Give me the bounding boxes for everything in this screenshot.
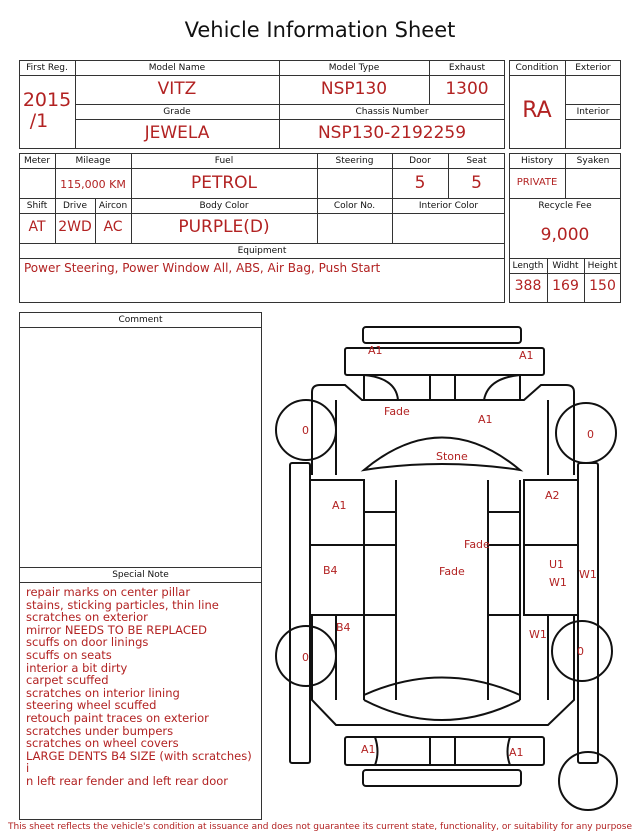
first-reg-month: /1 <box>29 110 49 132</box>
mark-rear-left-door: B4 <box>323 564 338 577</box>
special-note-item: scuffs on seats <box>26 647 112 662</box>
mark-hood-a1: A1 <box>478 413 493 426</box>
mark-rear-right-u1: U1 <box>549 558 565 571</box>
special-note-item: interior a bit dirty <box>26 660 128 675</box>
mark-roof-fade: Fade <box>439 565 465 578</box>
mark-front-bumper-right: A1 <box>519 349 534 362</box>
mark-wheel-rl: 0 <box>302 651 309 664</box>
chassis-number-label: Chassis Number <box>355 107 429 117</box>
mark-rear-bumper-right: A1 <box>509 746 524 759</box>
width-label: Widht <box>552 261 579 271</box>
special-note-item: carpet scuffed <box>26 673 109 688</box>
interior-color-label: Interior Color <box>418 201 479 211</box>
shift-value: AT <box>28 219 46 235</box>
first-reg-year: 2015 <box>22 89 72 111</box>
rear-window <box>364 678 520 696</box>
equipment-label: Equipment <box>237 246 287 256</box>
length-value: 388 <box>514 278 542 294</box>
rear-bumper-strip <box>363 770 521 786</box>
mark-wheel-fl: 0 <box>302 424 309 437</box>
chassis-number-value: NSP130-2192259 <box>317 123 467 143</box>
mark-rear-bumper-left: A1 <box>361 743 376 756</box>
left-front-door <box>310 480 364 545</box>
mileage-label: Mileage <box>75 156 111 166</box>
special-note-item: n left rear fender and left rear door <box>26 773 229 788</box>
mark-left-rear-fender: B4 <box>336 621 351 634</box>
left-rear-door <box>310 545 364 615</box>
steering-label: Steering <box>335 156 374 166</box>
disclaimer-footer: This sheet reflects the vehicle's condition at issuance and does not guarantee its current state, functionality, or suitability for any purpose <box>7 822 633 832</box>
mark-front-right-door: A2 <box>545 489 560 502</box>
special-note-item: scratches under bumpers <box>26 723 174 738</box>
special-note-item: scratches on exterior <box>26 610 148 625</box>
model-type-value: NSP130 <box>320 79 388 99</box>
history-value: PRIVATE <box>516 177 558 188</box>
special-note-item: steering wheel scuffed <box>26 698 157 713</box>
mark-right-side-w1: W1 <box>579 568 597 581</box>
history-label: History <box>520 156 554 166</box>
length-label: Length <box>512 261 544 271</box>
width-value: 169 <box>552 278 579 294</box>
condition-label: Condition <box>515 63 559 73</box>
front-bumper-strip <box>363 327 521 343</box>
special-note-item: stains, sticking particles, thin line <box>26 597 219 612</box>
height-label: Height <box>587 261 618 271</box>
grade-label: Grade <box>163 107 191 117</box>
syaken-label: Syaken <box>576 156 610 166</box>
door-label: Door <box>409 156 431 166</box>
drive-value: 2WD <box>58 219 92 235</box>
door-value: 5 <box>414 173 426 193</box>
fuel-value: PETROL <box>190 173 258 193</box>
special-note-item: repair marks on center pillar <box>26 585 191 599</box>
interior-label: Interior <box>576 107 610 117</box>
seat-value: 5 <box>471 173 482 193</box>
special-note-item: LARGE DENTS B4 SIZE (with scratches) i <box>26 748 252 776</box>
color-no-label: Color No. <box>333 201 376 211</box>
aircon-value: AC <box>103 219 123 235</box>
mark-rear-right-w1: W1 <box>549 576 567 589</box>
condition-grade: RA <box>522 98 552 123</box>
wheel-front-right <box>556 403 616 463</box>
model-name-value: VITZ <box>157 79 197 99</box>
exterior-label: Exterior <box>575 63 611 73</box>
special-note-item: scratches on interior lining <box>26 685 180 700</box>
shift-label: Shift <box>26 201 48 211</box>
special-note-item: mirror NEEDS TO BE REPLACED <box>26 622 207 637</box>
special-note-item: scratches on wheel covers <box>26 736 179 751</box>
mark-roof-fade-upper: Fade <box>464 538 490 551</box>
mark-front-bumper-left: A1 <box>368 344 383 357</box>
special-notes-list <box>26 586 258 788</box>
special-note-label: Special Note <box>112 570 169 580</box>
model-name-label: Model Name <box>148 63 206 73</box>
equipment-value: Power Steering, Power Window All, ABS, Air Bag, Push Start <box>24 261 381 275</box>
comment-label: Comment <box>118 315 163 325</box>
recycle-fee-value: 9,000 <box>540 225 590 245</box>
special-note-item: scuffs on door linings <box>26 635 149 650</box>
mileage-value: 115,000 KM <box>60 178 126 191</box>
mark-hood-fade: Fade <box>384 405 410 418</box>
mark-front-left-door: A1 <box>332 499 347 512</box>
body-color-value: PURPLE(D) <box>178 217 270 237</box>
seat-label: Seat <box>466 156 487 166</box>
exhaust-value: 1300 <box>445 79 489 99</box>
meter-label: Meter <box>23 156 51 166</box>
special-note-item: retouch paint traces on exterior <box>26 710 209 725</box>
drive-label: Drive <box>63 201 87 211</box>
aircon-label: Aircon <box>98 201 128 211</box>
recycle-fee-label: Recycle Fee <box>538 201 592 211</box>
first-reg-label: First Reg. <box>26 63 68 73</box>
spare-wheel <box>559 752 617 810</box>
mark-windshield: Stone <box>436 450 468 463</box>
grade-value: JEWELA <box>144 123 210 143</box>
sheet-title: Vehicle Information Sheet <box>184 18 456 42</box>
exhaust-label: Exhaust <box>448 63 486 73</box>
mark-wheel-fr: 0 <box>587 428 594 441</box>
fuel-label: Fuel <box>214 156 234 166</box>
car-damage-diagram <box>270 322 630 820</box>
height-value: 150 <box>589 278 616 294</box>
model-type-label: Model Type <box>328 63 380 73</box>
right-sill <box>578 463 598 763</box>
mark-wheel-rr: 0 <box>577 645 584 658</box>
left-sill <box>290 463 310 763</box>
body-color-label: Body Color <box>199 201 249 211</box>
mark-right-rear-fender: W1 <box>529 628 547 641</box>
